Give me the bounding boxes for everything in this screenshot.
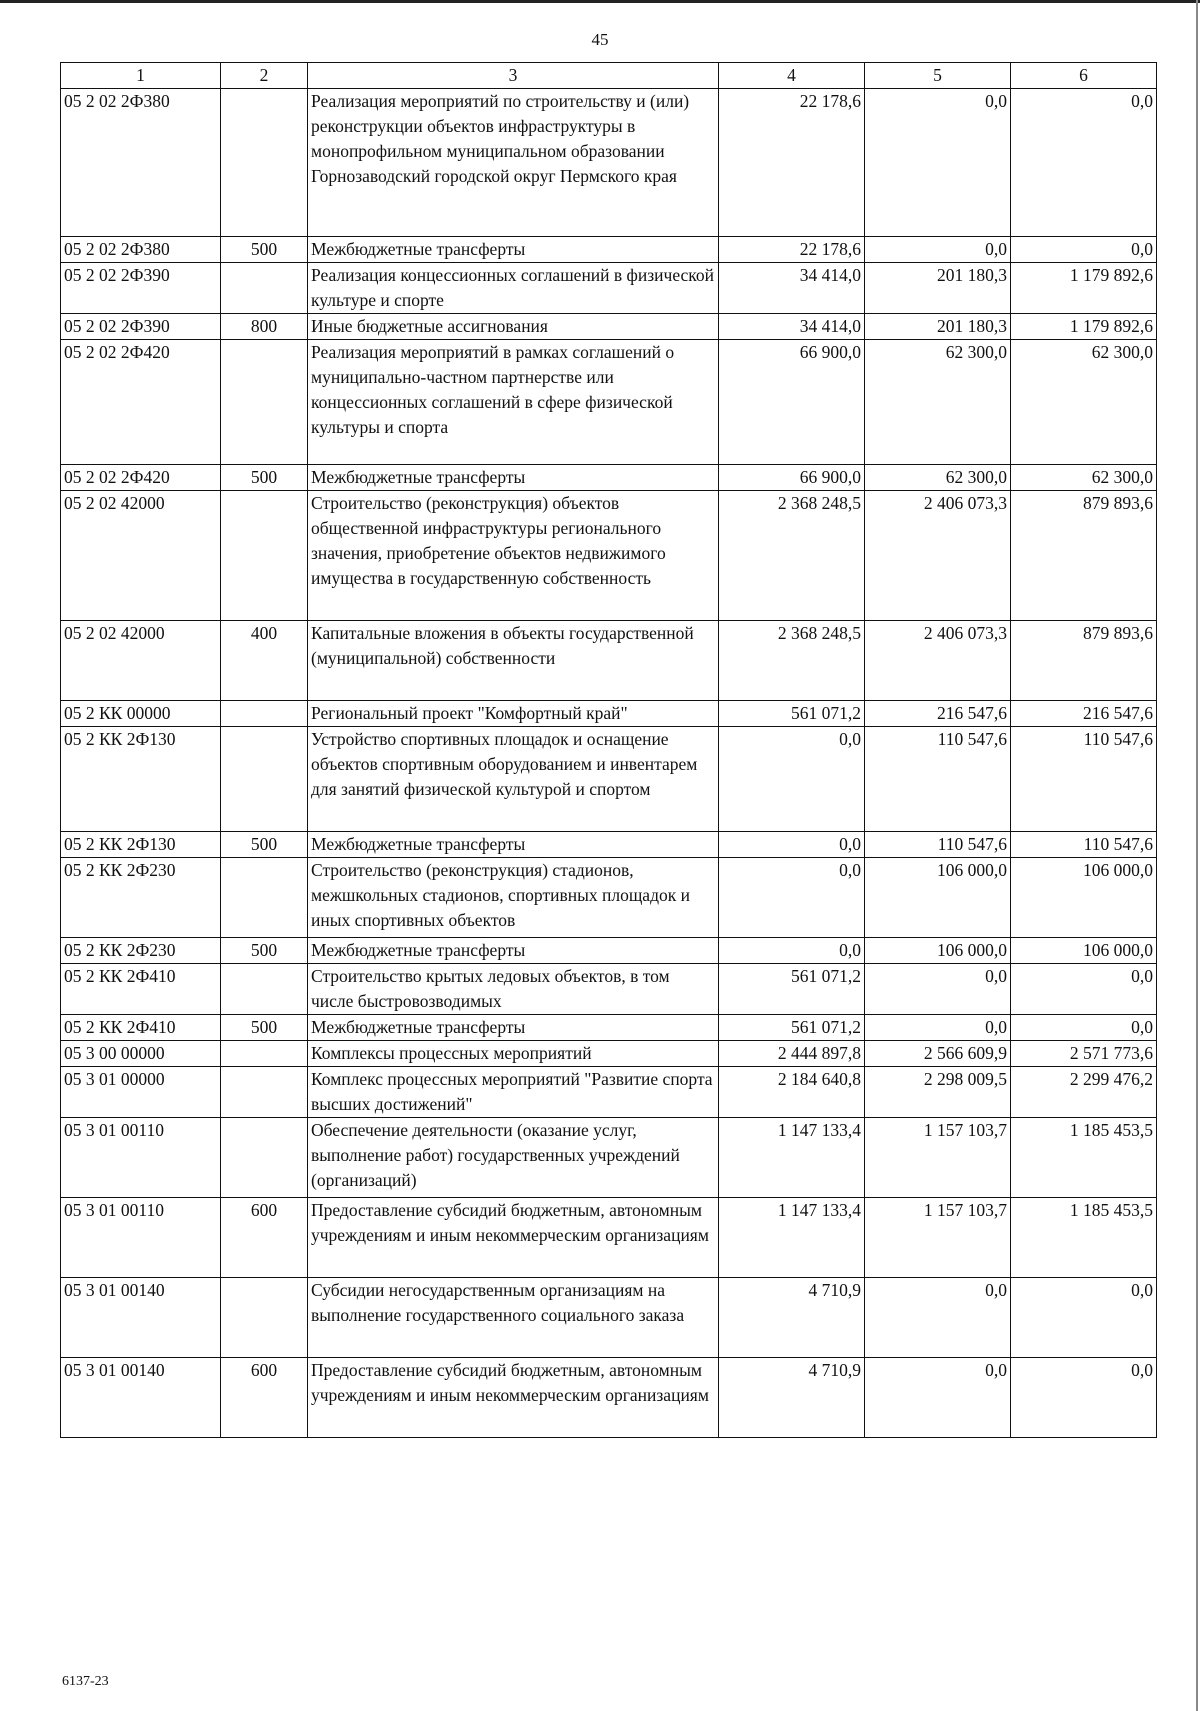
cell-value-col5: 2 406 073,3 [865,491,1011,621]
cell-value-col6: 1 185 453,5 [1011,1198,1157,1278]
cell-code: 05 2 02 42000 [61,491,221,621]
cell-code: 05 3 01 00140 [61,1278,221,1358]
cell-value-col4: 2 444 897,8 [719,1041,865,1067]
cell-code: 05 2 02 2Ф420 [61,465,221,491]
cell-expense-type [221,701,308,727]
cell-value-col6: 0,0 [1011,1278,1157,1358]
cell-value-col5: 201 180,3 [865,263,1011,314]
header-row [61,63,1157,89]
cell-name: Предоставление субсидий бюджетным, автономным учреждениям и иным некоммерческим организациям [308,1358,719,1438]
cell-code: 05 3 01 00110 [61,1118,221,1198]
cell-expense-type [221,1118,308,1198]
table-row [61,964,1157,1015]
cell-code: 05 2 КК 2Ф230 [61,938,221,964]
table-row [61,858,1157,938]
cell-expense-type: 500 [221,938,308,964]
cell-code: 05 2 КК 2Ф410 [61,1015,221,1041]
cell-name: Реализация мероприятий по строительству и (или) реконструкции объектов инфраструктуры в монопрофильном муниципальном образовании Горнозаводский городской округ Пермского края [308,89,719,237]
cell-value-col5: 0,0 [865,1278,1011,1358]
cell-value-col6: 216 547,6 [1011,701,1157,727]
table-row [61,832,1157,858]
cell-value-col4: 0,0 [719,858,865,938]
cell-value-col5: 1 157 103,7 [865,1118,1011,1198]
cell-name: Межбюджетные трансферты [308,832,719,858]
cell-expense-type: 600 [221,1358,308,1438]
cell-name: Межбюджетные трансферты [308,465,719,491]
cell-value-col5: 106 000,0 [865,938,1011,964]
cell-value-col6: 0,0 [1011,1358,1157,1438]
cell-name: Строительство (реконструкция) объектов общественной инфраструктуры регионального значения, приобретение объектов недвижимого имущества в государственную собственность [308,491,719,621]
table-row [61,1278,1157,1358]
cell-code: 05 2 КК 2Ф130 [61,832,221,858]
cell-value-col6: 1 179 892,6 [1011,263,1157,314]
cell-value-col6: 0,0 [1011,964,1157,1015]
table-row [61,938,1157,964]
cell-expense-type [221,1278,308,1358]
cell-code: 05 3 01 00110 [61,1198,221,1278]
cell-value-col4: 2 368 248,5 [719,621,865,701]
cell-value-col5: 110 547,6 [865,727,1011,832]
cell-expense-type [221,1041,308,1067]
cell-value-col4: 4 710,9 [719,1278,865,1358]
cell-name: Реализация концессионных соглашений в физической культуре и спорте [308,263,719,314]
page-number: 45 [591,30,609,49]
cell-expense-type: 500 [221,465,308,491]
cell-expense-type [221,1067,308,1118]
cell-code: 05 2 КК 2Ф130 [61,727,221,832]
table-row [61,237,1157,263]
cell-value-col4: 561 071,2 [719,964,865,1015]
table-row [61,1067,1157,1118]
col-header-3: 3 [308,63,719,89]
cell-code: 05 2 02 2Ф380 [61,237,221,263]
cell-expense-type: 800 [221,314,308,340]
cell-value-col4: 22 178,6 [719,237,865,263]
cell-name: Региональный проект "Комфортный край" [308,701,719,727]
cell-expense-type: 600 [221,1198,308,1278]
cell-value-col5: 201 180,3 [865,314,1011,340]
cell-value-col6: 0,0 [1011,237,1157,263]
cell-code: 05 3 00 00000 [61,1041,221,1067]
cell-expense-type: 400 [221,621,308,701]
table-row [61,314,1157,340]
table-row [61,621,1157,701]
cell-value-col6: 106 000,0 [1011,938,1157,964]
cell-value-col4: 4 710,9 [719,1358,865,1438]
cell-value-col5: 106 000,0 [865,858,1011,938]
cell-value-col4: 2 184 640,8 [719,1067,865,1118]
table-row [61,1198,1157,1278]
cell-code: 05 2 02 42000 [61,621,221,701]
cell-value-col4: 0,0 [719,832,865,858]
cell-value-col5: 2 298 009,5 [865,1067,1011,1118]
cell-expense-type [221,89,308,237]
cell-value-col4: 2 368 248,5 [719,491,865,621]
cell-value-col6: 2 571 773,6 [1011,1041,1157,1067]
cell-value-col6: 0,0 [1011,89,1157,237]
document-code: 6137-23 [62,1674,109,1689]
cell-value-col4: 22 178,6 [719,89,865,237]
cell-expense-type [221,964,308,1015]
cell-value-col4: 34 414,0 [719,314,865,340]
table-row [61,340,1157,465]
cell-value-col5: 0,0 [865,89,1011,237]
table-row [61,1118,1157,1198]
cell-code: 05 2 02 2Ф390 [61,314,221,340]
cell-code: 05 3 01 00000 [61,1067,221,1118]
table-row [61,701,1157,727]
cell-value-col4: 0,0 [719,727,865,832]
cell-value-col6: 879 893,6 [1011,621,1157,701]
cell-expense-type [221,263,308,314]
cell-code: 05 2 КК 2Ф230 [61,858,221,938]
table-row [61,1041,1157,1067]
cell-value-col4: 66 900,0 [719,340,865,465]
table-row [61,1015,1157,1041]
cell-value-col6: 62 300,0 [1011,465,1157,491]
cell-expense-type [221,340,308,465]
col-header-6: 6 [1011,63,1157,89]
cell-name: Строительство крытых ледовых объектов, в том числе быстровозводимых [308,964,719,1015]
cell-name: Субсидии негосударственным организациям на выполнение государственного социального заказа [308,1278,719,1358]
cell-value-col5: 0,0 [865,1358,1011,1438]
table-row [61,465,1157,491]
table-row [61,263,1157,314]
cell-name: Межбюджетные трансферты [308,938,719,964]
cell-expense-type [221,858,308,938]
cell-value-col6: 0,0 [1011,1015,1157,1041]
cell-name: Иные бюджетные ассигнования [308,314,719,340]
table-row [61,89,1157,237]
cell-expense-type [221,491,308,621]
cell-name: Предоставление субсидий бюджетным, автономным учреждениям и иным некоммерческим организациям [308,1198,719,1278]
col-header-1: 1 [61,63,221,89]
cell-expense-type: 500 [221,832,308,858]
table-row [61,491,1157,621]
cell-value-col4: 1 147 133,4 [719,1198,865,1278]
table-body [61,89,1157,1438]
col-header-2: 2 [221,63,308,89]
cell-value-col4: 561 071,2 [719,701,865,727]
cell-code: 05 2 02 2Ф390 [61,263,221,314]
cell-name: Межбюджетные трансферты [308,1015,719,1041]
cell-value-col5: 1 157 103,7 [865,1198,1011,1278]
cell-code: 05 2 КК 00000 [61,701,221,727]
cell-value-col6: 106 000,0 [1011,858,1157,938]
cell-value-col6: 2 299 476,2 [1011,1067,1157,1118]
cell-name: Строительство (реконструкция) стадионов, межшкольных стадионов, спортивных площадок и иных спортивных объектов [308,858,719,938]
cell-code: 05 2 02 2Ф420 [61,340,221,465]
cell-name: Капитальные вложения в объекты государственной (муниципальной) собственности [308,621,719,701]
cell-value-col4: 0,0 [719,938,865,964]
cell-value-col4: 1 147 133,4 [719,1118,865,1198]
cell-value-col6: 1 179 892,6 [1011,314,1157,340]
top-border-line [0,0,1200,3]
cell-value-col5: 216 547,6 [865,701,1011,727]
budget-table [60,62,1157,1438]
cell-value-col6: 1 185 453,5 [1011,1118,1157,1198]
col-header-5: 5 [865,63,1011,89]
right-border-line [1196,0,1198,1711]
table-row [61,727,1157,832]
cell-expense-type [221,727,308,832]
table-row [61,1358,1157,1438]
cell-value-col4: 34 414,0 [719,263,865,314]
cell-value-col5: 0,0 [865,237,1011,263]
col-header-4: 4 [719,63,865,89]
cell-value-col5: 62 300,0 [865,340,1011,465]
cell-code: 05 3 01 00140 [61,1358,221,1438]
cell-value-col6: 62 300,0 [1011,340,1157,465]
cell-name: Устройство спортивных площадок и оснащение объектов спортивным оборудованием и инвентарем для занятий физической культурой и спортом [308,727,719,832]
cell-value-col5: 62 300,0 [865,465,1011,491]
cell-value-col6: 879 893,6 [1011,491,1157,621]
cell-value-col4: 66 900,0 [719,465,865,491]
cell-value-col5: 2 566 609,9 [865,1041,1011,1067]
cell-value-col6: 110 547,6 [1011,832,1157,858]
cell-name: Обеспечение деятельности (оказание услуг, выполнение работ) государственных учреждений (организаций) [308,1118,719,1198]
cell-expense-type: 500 [221,1015,308,1041]
cell-value-col5: 2 406 073,3 [865,621,1011,701]
cell-name: Реализация мероприятий в рамках соглашений о муниципально-частном партнерстве или концессионных соглашений в сфере физической культуры и спорта [308,340,719,465]
cell-value-col5: 0,0 [865,964,1011,1015]
cell-name: Комплексы процессных мероприятий [308,1041,719,1067]
cell-name: Комплекс процессных мероприятий "Развитие спорта высших достижений" [308,1067,719,1118]
cell-value-col6: 110 547,6 [1011,727,1157,832]
cell-value-col5: 110 547,6 [865,832,1011,858]
cell-expense-type: 500 [221,237,308,263]
cell-code: 05 2 02 2Ф380 [61,89,221,237]
cell-value-col5: 0,0 [865,1015,1011,1041]
cell-name: Межбюджетные трансферты [308,237,719,263]
cell-code: 05 2 КК 2Ф410 [61,964,221,1015]
cell-value-col4: 561 071,2 [719,1015,865,1041]
